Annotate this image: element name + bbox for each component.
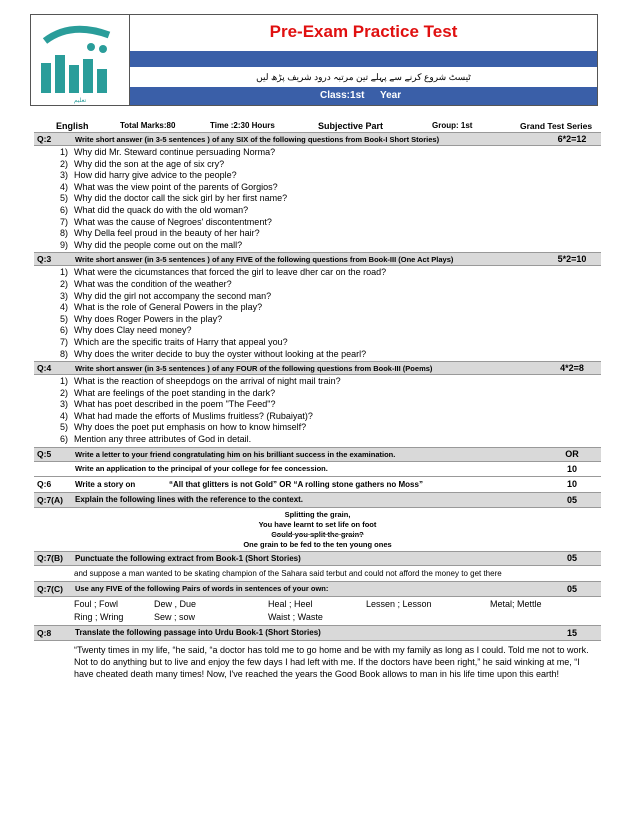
- year-label: Year: [380, 90, 402, 101]
- story-options: “All that glitters is not Gold” OR “A rolling stone gathers no Moss”: [169, 479, 423, 489]
- list-item: 7) Which are the specific traits of Harry that appeal you?: [59, 336, 288, 347]
- list-item: 5) Why does the poet put emphasis on how to know himself?: [59, 422, 307, 433]
- poem-line: One grain to be fed to the ten young ones: [243, 539, 392, 549]
- translation-passage: “Twenty times in my life, “he said, “a doctor has told me to go home and be with my family as long as I could. Told me not to work. Not to do anything but to live and enjoy the few days I had left with me. If the doctors have been right,” he said winking at me, “I have cheated death many times! Now, I've reached the years the Good Book allows to man in his life time upon this earth!: [74, 644, 589, 680]
- list-item: 3) Why did the girl not accompany the second man?: [59, 290, 272, 301]
- list-item: 8) Why does the writer decide to buy the oyster without looking at the pearl?: [59, 348, 367, 359]
- list-item: 6) What did the quack do with the old woman?: [59, 204, 249, 215]
- series: Grand Test Series: [520, 121, 593, 131]
- list-item: 4) What had made the efforts of Muslims fruitless? (Rubaiyat)?: [59, 410, 313, 421]
- q7b-header: [34, 552, 601, 566]
- word-pair: Lessen ; Lesson: [366, 598, 432, 609]
- question-number: Q:6: [37, 479, 52, 490]
- q7a-header: [34, 493, 601, 508]
- question-number: Q:7(B): [37, 553, 63, 564]
- question-marks: 10: [566, 463, 577, 474]
- question-marks: 15: [566, 627, 577, 638]
- question-marks: 05: [566, 583, 577, 594]
- list-item: 2) What are feelings of the poet standing in the dark?: [59, 387, 276, 398]
- q3-items: [34, 266, 601, 362]
- logo-icon: [31, 15, 129, 105]
- poem-line: Could you split the grain?: [271, 529, 364, 539]
- list-item: 2) Why did the son at the age of six cry?: [59, 158, 225, 169]
- word-pair: Metal; Mettle: [490, 598, 542, 609]
- question-marks: 5*2=10: [557, 254, 587, 265]
- word-pair: Sew ; sow: [154, 611, 196, 622]
- poem-line: Splitting the grain,: [284, 509, 351, 519]
- question-text: Punctuate the following extract from Book-1 (Short Stories): [75, 553, 301, 563]
- list-item: 9) Why did the people come out on the mall?: [59, 239, 243, 250]
- question-number: Q:2: [37, 134, 52, 144]
- question-marks: 4*2=8: [560, 363, 584, 374]
- question-number: Q:7(A): [37, 494, 63, 505]
- question-text: Explain the following lines with the reference to the context.: [75, 495, 304, 505]
- list-item: 8) Why Della feel proud in the beauty of her hair?: [59, 228, 260, 239]
- header-box: [30, 14, 598, 106]
- list-item: 4) What is the role of General Powers in the play?: [59, 302, 263, 313]
- q6-row: [34, 477, 601, 493]
- q8-header: [34, 626, 601, 641]
- question-number: Q:4: [37, 363, 52, 374]
- question-text: Write short answer (in 3-5 sentences ) of any SIX of the following questions from Book-I Short Stories): [75, 134, 440, 144]
- group: Group: 1st: [432, 121, 473, 130]
- list-item: 5) Why does Roger Powers in the play?: [59, 313, 223, 324]
- question-text: Write short answer (in 3-5 sentences ) of any FIVE of the following questions from Book-III (One Act Plays): [75, 254, 454, 264]
- list-item: 1) Why did Mr. Steward continue persuading Norma?: [59, 147, 276, 157]
- question-number: Q:3: [37, 254, 52, 265]
- list-item: 7) What was the cause of Negroes' discontentment?: [59, 216, 272, 227]
- question-text: Use any FIVE of the following Pairs of words in sentences of your own:: [75, 584, 329, 594]
- question-text: Translate the following passage into Urdu Book-1 (Short Stories): [75, 628, 321, 638]
- question-paper: [34, 119, 601, 682]
- page-title: Pre-Exam Practice Test: [269, 22, 458, 41]
- list-item: 3) How did harry give advice to the people?: [59, 170, 237, 181]
- question-marks: 05: [566, 494, 577, 505]
- list-item: 1) What is the reaction of sheepdogs on the arrival of night mail train?: [59, 376, 341, 387]
- list-item: 4) What was the view point of the parents of Gorgios?: [59, 181, 278, 192]
- info-row: [34, 119, 601, 133]
- q2-header: [34, 133, 601, 146]
- part: Subjective Part: [318, 121, 384, 131]
- question-number: Q:5: [37, 449, 52, 460]
- urdu-instruction: ٹیسٹ شروع کرنے سے پہلے تین مرتبہ درود شریف پڑھ لیں: [256, 72, 471, 82]
- class-label: Class:1st: [320, 90, 365, 101]
- question-marks: 05: [566, 553, 577, 564]
- question-marks: 10: [566, 479, 577, 490]
- question-marks: OR: [565, 449, 579, 460]
- word-pair: Ring ; Wring: [74, 611, 124, 622]
- question-marks: 6*2=12: [557, 134, 587, 144]
- q4-header: [34, 362, 601, 375]
- word-pair: Waist ; Waste: [268, 611, 323, 622]
- question-text: Write an application to the principal of your college for fee concession.: [75, 464, 328, 474]
- question-number: Q:7(C): [37, 583, 63, 594]
- list-item: 2) What was the condition of the weather?: [59, 278, 232, 289]
- list-item: 5) Why did the doctor call the sick girl by her first name?: [59, 193, 288, 204]
- total-marks: Total Marks:80: [120, 121, 176, 130]
- class-band: [130, 87, 597, 105]
- question-text: Write short answer (in 3-5 sentences ) of any FOUR of the following questions from Book-III (Poems): [75, 363, 433, 373]
- logo: [31, 15, 130, 105]
- question-text: Write a story on: [75, 479, 136, 489]
- question-text: Write a letter to your friend congratulating him on his brilliant success in the examination.: [75, 449, 396, 459]
- q4-items: [34, 375, 601, 448]
- list-item: 3) What has poet described in the poem "The Feed"?: [59, 399, 276, 410]
- word-pair: Heal ; Heel: [268, 598, 313, 609]
- pairs-row: [34, 611, 601, 624]
- poem-lines: [34, 508, 601, 552]
- q3-header: [34, 253, 601, 266]
- time: Time :2:30 Hours: [210, 121, 275, 130]
- q5-alt: [34, 462, 601, 477]
- q5-header: [34, 448, 601, 462]
- list-item: 1) What were the cicumstances that forced the girl to leave dher car on the road?: [59, 267, 387, 278]
- punctuate-extract: and suppose a man wanted to be skating champion of the Sahara said terbut and could not afford the money to get there: [34, 566, 601, 582]
- q2-items: [34, 146, 601, 253]
- word-pair: Foul ; Fowl: [74, 598, 119, 609]
- subject: English: [56, 121, 89, 131]
- pairs-row: [34, 598, 601, 611]
- word-pairs: [34, 597, 601, 626]
- list-item: 6) Mention any three attributes of God in detail.: [59, 434, 252, 445]
- question-number: Q:8: [37, 627, 52, 638]
- list-item: 6) Why does Clay need money?: [59, 325, 192, 336]
- q7c-header: [34, 582, 601, 597]
- svg-text:تعلیم: تعلیم: [73, 98, 87, 104]
- poem-line: You have learnt to set life on foot: [258, 519, 377, 529]
- header-band: [130, 51, 597, 67]
- word-pair: Dew , Due: [154, 598, 197, 609]
